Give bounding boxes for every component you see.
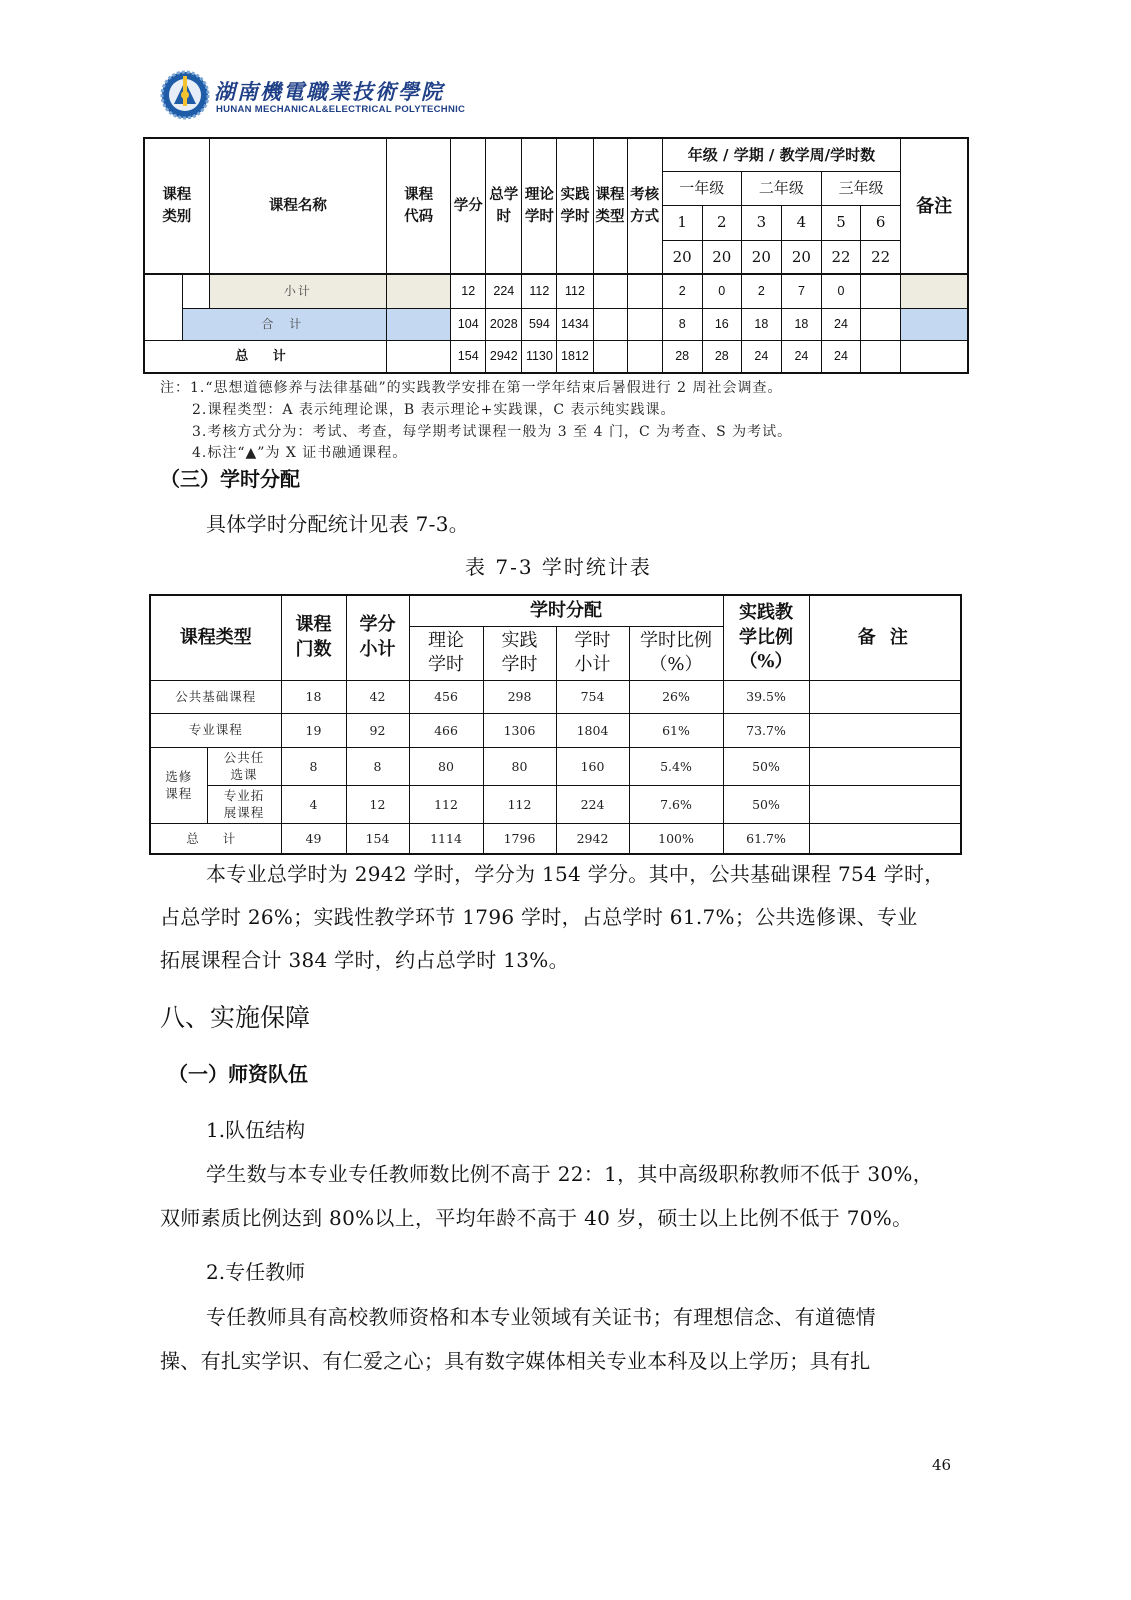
- cell-sem-3: 24: [741, 340, 781, 373]
- cell-theory: 80: [409, 747, 483, 785]
- paragraph-line: 占总学时 26%；实践性教学环节 1796 学时，占总学时 61.7%；公共选修课、专业: [160, 905, 918, 929]
- header-credit-subtotal: 学分小计: [346, 595, 409, 680]
- cell-type: 专业课程: [150, 713, 281, 747]
- empty-cell: [144, 274, 182, 340]
- table-row: [144, 308, 968, 340]
- cell-type: 公共任选课: [207, 747, 281, 785]
- cell-total: 224: [486, 274, 522, 308]
- cell-type: 专业拓展课程: [207, 785, 281, 823]
- semester-5: 5: [821, 205, 860, 240]
- cell-sem-5: 24: [821, 308, 860, 340]
- cell-ratio: 7.6%: [629, 785, 723, 823]
- cell-count: 19: [281, 713, 346, 747]
- chapter-heading: 八、实施保障: [160, 1003, 311, 1032]
- cell-theory: 594: [522, 308, 557, 340]
- weeks-1: 20: [662, 240, 702, 274]
- cell-theory: 112: [522, 274, 557, 308]
- elective-group-label: 选修课程: [150, 747, 207, 823]
- semester-2: 2: [702, 205, 741, 240]
- header-remark: 备 注: [809, 595, 961, 680]
- cell-practice-ratio: 50%: [723, 747, 809, 785]
- cell-practice: 80: [483, 747, 556, 785]
- cell-sem-4: 7: [781, 274, 821, 308]
- cell-theory: 112: [409, 785, 483, 823]
- header-hours-ratio: 学时比例（%）: [629, 626, 723, 680]
- cell-theory: 466: [409, 713, 483, 747]
- cell-sem-2: 0: [702, 274, 741, 308]
- cell-practice: 1812: [557, 340, 593, 373]
- header-practice-hours: 实践学时: [483, 626, 556, 680]
- empty-cell: [387, 308, 451, 340]
- cell-ratio: 61%: [629, 713, 723, 747]
- empty-cell: [627, 308, 662, 340]
- cell-sem-1: 8: [662, 308, 702, 340]
- empty-cell: [809, 713, 961, 747]
- table-row: [150, 823, 961, 854]
- paragraph-line: 本专业总学时为 2942 学时，学分为 154 学分。其中，公共基础课程 754 学时，: [206, 862, 945, 886]
- cell-practice-ratio: 61.7%: [723, 823, 809, 854]
- header-year-2: 二年级: [741, 171, 821, 205]
- cell-sem-4: 18: [781, 308, 821, 340]
- empty-cell: [182, 274, 209, 308]
- paragraph: 具体学时分配统计见表 7-3。: [206, 512, 470, 536]
- cell-sem-1: 28: [662, 340, 702, 373]
- cell-ratio: 26%: [629, 680, 723, 713]
- cell-credit: 12: [346, 785, 409, 823]
- cell-sem-6: [861, 340, 901, 373]
- cell-sum: 2942: [556, 823, 629, 854]
- section-heading: （一）师资队伍: [168, 1062, 308, 1086]
- header-course-count: 课程门数: [281, 595, 346, 680]
- subsection-heading: 2.专任教师: [206, 1260, 306, 1284]
- grand-total-label: 总 计: [144, 340, 387, 373]
- page-number: 46: [932, 1456, 952, 1474]
- course-schedule-table: [143, 137, 969, 374]
- cell-credit: 154: [451, 340, 486, 373]
- table-row: [150, 713, 961, 747]
- empty-cell: [627, 340, 662, 373]
- cell-credit: 104: [451, 308, 486, 340]
- cell-sem-3: 18: [741, 308, 781, 340]
- paragraph-line: 双师素质比例达到 80%以上，平均年龄不高于 40 岁，硕士以上比例不低于 70%。: [160, 1206, 913, 1230]
- header-course-name: 课程名称: [209, 138, 386, 274]
- table-caption: 表 7-3 学时统计表: [465, 555, 652, 579]
- semester-6: 6: [861, 205, 901, 240]
- table-note: 4.标注“▲”为 X 证书融通课程。: [192, 445, 408, 461]
- semester-1: 1: [662, 205, 702, 240]
- section-heading: （三）学时分配: [160, 467, 300, 491]
- header-theory-hours: 理论学时: [522, 138, 557, 274]
- cell-practice-ratio: 39.5%: [723, 680, 809, 713]
- empty-cell: [901, 308, 968, 340]
- header-assessment: 考核方式: [627, 138, 662, 274]
- header-practice-hours: 实践学时: [557, 138, 593, 274]
- header-theory-hours: 理论学时: [409, 626, 483, 680]
- college-name-cn: 湖南機電職業技術學院: [214, 79, 444, 104]
- empty-cell: [809, 747, 961, 785]
- header-practice-ratio: 实践教学比例（%）: [723, 595, 809, 680]
- cell-sum: 160: [556, 747, 629, 785]
- cell-count: 49: [281, 823, 346, 854]
- empty-cell: [593, 340, 627, 373]
- header-hours-allocation: 学时分配: [409, 595, 723, 626]
- cell-practice-ratio: 50%: [723, 785, 809, 823]
- hours-statistics-table: [149, 594, 962, 855]
- header-course-type: 课程类型: [593, 138, 627, 274]
- cell-practice: 298: [483, 680, 556, 713]
- semester-4: 4: [781, 205, 821, 240]
- cell-type: 公共基础课程: [150, 680, 281, 713]
- cell-credit: 12: [451, 274, 486, 308]
- header-remark: 备注: [901, 138, 968, 274]
- header-course-category: 课程类别: [144, 138, 209, 274]
- total-label: 合 计: [182, 308, 386, 340]
- weeks-5: 22: [821, 240, 860, 274]
- cell-sum: 224: [556, 785, 629, 823]
- cell-sem-3: 2: [741, 274, 781, 308]
- empty-cell: [901, 340, 968, 373]
- header-total-hours: 总学时: [486, 138, 522, 274]
- cell-practice: 1434: [557, 308, 593, 340]
- cell-sem-2: 16: [702, 308, 741, 340]
- cell-sem-6: [861, 274, 901, 308]
- cell-credit: 154: [346, 823, 409, 854]
- college-name-en: HUNAN MECHANICAL&ELECTRICAL POLYTECHNIC: [216, 104, 466, 115]
- cell-count: 18: [281, 680, 346, 713]
- cell-sum: 1804: [556, 713, 629, 747]
- cell-credit: 92: [346, 713, 409, 747]
- cell-practice: 112: [557, 274, 593, 308]
- header-credit: 学分: [451, 138, 486, 274]
- empty-cell: [809, 680, 961, 713]
- cell-total: 2942: [486, 340, 522, 373]
- weeks-2: 20: [702, 240, 741, 274]
- cell-sem-2: 28: [702, 340, 741, 373]
- college-logo-icon: [160, 70, 210, 120]
- cell-theory: 1114: [409, 823, 483, 854]
- paragraph-line: 专任教师具有高校教师资格和本专业领域有关证书；有理想信念、有道德情: [206, 1305, 876, 1329]
- cell-sem-1: 2: [662, 274, 702, 308]
- cell-practice: 1306: [483, 713, 556, 747]
- cell-count: 4: [281, 785, 346, 823]
- table-row: [150, 785, 961, 823]
- header-course-code: 课程代码: [387, 138, 451, 274]
- cell-count: 8: [281, 747, 346, 785]
- cell-sem-6: [861, 308, 901, 340]
- table-row: [144, 340, 968, 373]
- cell-ratio: 100%: [629, 823, 723, 854]
- table-row: [144, 274, 968, 308]
- cell-ratio: 5.4%: [629, 747, 723, 785]
- semester-3: 3: [741, 205, 781, 240]
- table-note: 2.课程类型：A 表示纯理论课，B 表示理论+实践课，C 表示纯实践课。: [192, 402, 676, 418]
- cell-sem-5: 24: [821, 340, 860, 373]
- weeks-3: 20: [741, 240, 781, 274]
- header-course-type: 课程类型: [150, 595, 281, 680]
- cell-total: 2028: [486, 308, 522, 340]
- weeks-4: 20: [781, 240, 821, 274]
- cell-sem-4: 24: [781, 340, 821, 373]
- weeks-6: 22: [861, 240, 901, 274]
- cell-type: 总 计: [150, 823, 281, 854]
- cell-theory: 1130: [522, 340, 557, 373]
- paragraph-line: 拓展课程合计 384 学时，约占总学时 13%。: [160, 948, 569, 972]
- cell-credit: 42: [346, 680, 409, 713]
- empty-cell: [809, 823, 961, 854]
- empty-cell: [387, 340, 451, 373]
- table-row: [150, 680, 961, 713]
- header-schedule: 年级 / 学期 / 教学周/学时数: [662, 138, 901, 171]
- header-year-3: 三年级: [821, 171, 900, 205]
- empty-cell: [901, 274, 968, 308]
- header-hours-subtotal: 学时小计: [556, 626, 629, 680]
- empty-cell: [387, 274, 451, 308]
- cell-sum: 754: [556, 680, 629, 713]
- subsection-heading: 1.队伍结构: [206, 1118, 306, 1142]
- cell-theory: 456: [409, 680, 483, 713]
- table-note: 注：1.“思想道德修养与法律基础”的实践教学安排在第一学年结束后暑假进行 2 周社会调查。: [160, 380, 783, 396]
- empty-cell: [593, 274, 627, 308]
- paragraph-line: 学生数与本专业专任教师数比例不高于 22：1，其中高级职称教师不低于 30%，: [206, 1162, 934, 1186]
- table-note: 3.考核方式分为：考试、考查，每学期考试课程一般为 3 至 4 门，C 为考查、S 为考试。: [192, 424, 793, 440]
- cell-practice-ratio: 73.7%: [723, 713, 809, 747]
- subtotal-label: 小计: [209, 274, 386, 308]
- empty-cell: [627, 274, 662, 308]
- cell-sem-5: 0: [821, 274, 860, 308]
- cell-practice: 1796: [483, 823, 556, 854]
- header-year-1: 一年级: [662, 171, 741, 205]
- empty-cell: [593, 308, 627, 340]
- cell-practice: 112: [483, 785, 556, 823]
- paragraph-line: 操、有扎实学识、有仁爱之心；具有数字媒体相关专业本科及以上学历；具有扎: [160, 1349, 871, 1373]
- empty-cell: [809, 785, 961, 823]
- cell-credit: 8: [346, 747, 409, 785]
- table-row: [150, 747, 961, 785]
